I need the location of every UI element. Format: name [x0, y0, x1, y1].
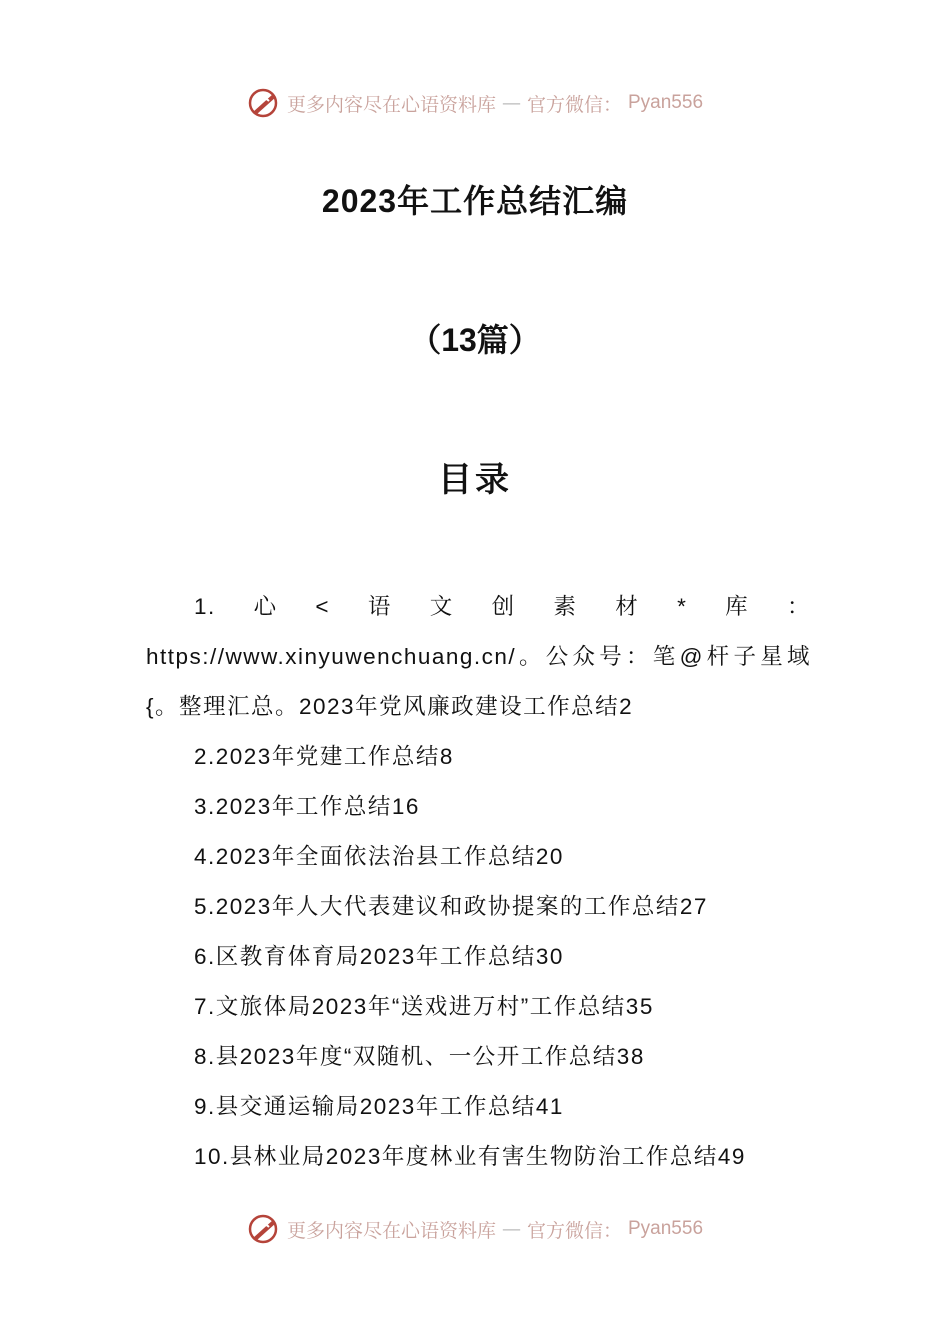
toc-item[interactable]: 2.2023年党建工作总结8 — [194, 744, 454, 769]
watermark-id: Pyan556 — [628, 1218, 704, 1239]
toc-item[interactable]: 10.县林业局2023年度林业有害生物防治工作总结49 — [194, 1144, 746, 1169]
watermark-brand: 更多内容尽在心语资料库 — [286, 1219, 496, 1242]
watermark-label: 官方微信： — [526, 93, 622, 116]
watermark-dash: — — [501, 92, 521, 114]
toc-item[interactable]: 5.2023年人大代表建议和政协提案的工作总结27 — [194, 894, 708, 919]
watermark-id: Pyan556 — [628, 92, 704, 113]
watermark-brand: 更多内容尽在心语资料库 — [286, 93, 496, 116]
pen-logo-icon — [247, 1212, 281, 1246]
toc-item[interactable]: 8.县2023年度“双随机、一公开工作总结38 — [194, 1044, 645, 1069]
toc-item[interactable]: 9.县交通运输局2023年工作总结41 — [194, 1094, 564, 1119]
document-title: 2023年工作总结汇编 — [321, 183, 629, 219]
toc-item[interactable]: 1.心<语文创素材*库：https://www.xinyuwenchuang.cn/。公众号：笔@杆子星域{。整理汇总。2023年党风廉政建设工作总结2 — [146, 594, 811, 719]
toc-item[interactable]: 4.2023年全面依法治县工作总结20 — [194, 844, 564, 869]
document-subtitle: （13篇） — [409, 322, 541, 358]
toc-item[interactable]: 3.2023年工作总结16 — [194, 794, 420, 819]
toc-item[interactable]: 7.文旅体局2023年“送戏进万村”工作总结35 — [194, 994, 654, 1019]
toc-heading: 目录 — [438, 461, 512, 499]
watermark-bottom — [0, 1212, 950, 1246]
pen-logo-icon — [247, 86, 281, 120]
watermark-top — [0, 86, 950, 120]
watermark-label: 官方微信： — [526, 1219, 622, 1242]
table-of-contents — [146, 582, 811, 1182]
watermark-dash: — — [501, 1218, 521, 1240]
toc-item[interactable]: 6.区教育体育局2023年工作总结30 — [194, 944, 564, 969]
